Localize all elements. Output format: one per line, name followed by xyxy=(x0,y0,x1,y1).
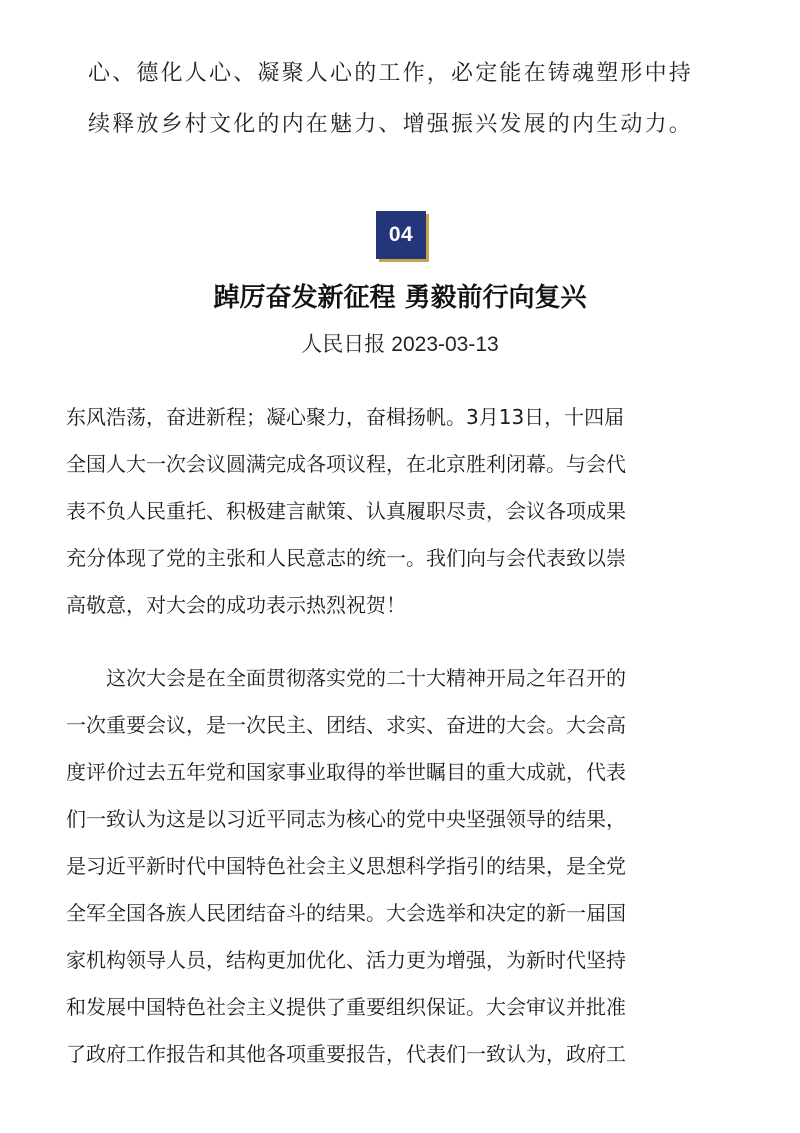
source-name: 人民日报 xyxy=(301,332,386,356)
paragraph-2-line: 们一致认为这是以习近平同志为核心的党中央坚强领导的结果， xyxy=(66,807,626,831)
paragraph-1-line: 东风浩荡，奋进新程；凝心聚力，奋楫扬帆。3月13日，十四届 xyxy=(66,405,625,429)
paragraph-2-line: 家机构领导人员，结构更加优化、活力更为增强，为新时代坚持 xyxy=(66,948,626,972)
continuation-line: 心、德化人心、凝聚人心的工作，必定能在铸魂塑形中持 xyxy=(88,61,694,86)
article-title: 踔厉奋发新征程 勇毅前行向复兴 xyxy=(213,283,587,313)
publish-date: 2023-03-13 xyxy=(391,333,499,356)
article-source xyxy=(0,327,800,362)
paragraph-1-line: 充分体现了党的主张和人民意志的统一。我们向与会代表致以崇 xyxy=(66,546,626,570)
paragraph-1-line: 表不负人民重托、积极建言献策、认真履职尽责，会议各项成果 xyxy=(66,499,626,523)
paragraph-2-line: 和发展中国特色社会主义提供了重要组织保证。大会审议并批准 xyxy=(66,995,626,1019)
paragraph-2-line: 这次大会是在全面贯彻落实党的二十大精神开局之年召开的 xyxy=(66,666,626,690)
paragraph-2-line: 度评价过去五年党和国家事业取得的举世瞩目的重大成就，代表 xyxy=(66,760,626,784)
paragraph-2-line: 全军全国各族人民团结奋斗的结果。大会选举和决定的新一届国 xyxy=(66,901,626,925)
paragraph-2-line: 一次重要会议，是一次民主、团结、求实、奋进的大会。大会高 xyxy=(66,713,626,737)
paragraph-1-line: 全国人大一次会议圆满完成各项议程，在北京胜利闭幕。与会代 xyxy=(66,452,626,476)
paragraph-2-line: 是习近平新时代中国特色社会主义思想科学指引的结果，是全党 xyxy=(66,854,626,878)
continuation-line: 续释放乡村文化的内在魅力、增强振兴发展的内生动力。 xyxy=(88,112,694,137)
paragraph-2-line: 了政府工作报告和其他各项重要报告，代表们一致认为，政府工 xyxy=(66,1042,626,1066)
section-number-badge: 04 xyxy=(376,211,426,259)
paragraph-1-line: 高敬意，对大会的成功表示热烈祝贺！ xyxy=(66,593,406,617)
